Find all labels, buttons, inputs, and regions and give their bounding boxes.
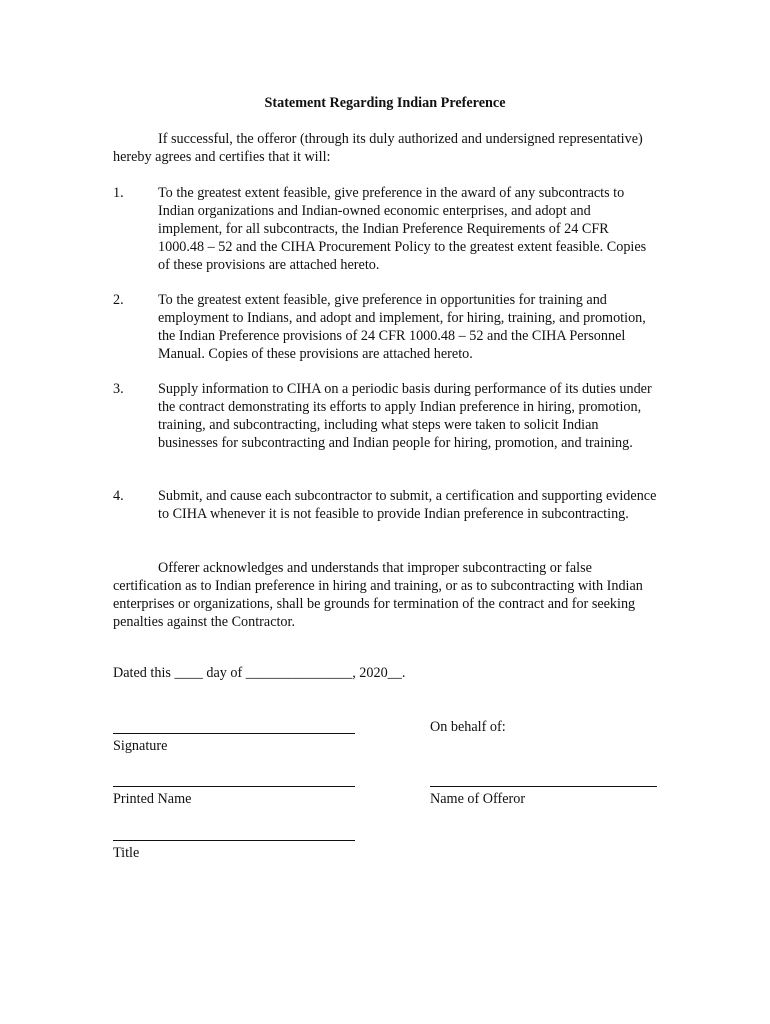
printed-name-line[interactable] bbox=[113, 786, 355, 787]
list-item-number: 3. bbox=[113, 381, 124, 397]
list-item-number: 2. bbox=[113, 292, 124, 308]
signature-line[interactable] bbox=[113, 733, 355, 734]
title-label: Title bbox=[113, 845, 140, 861]
on-behalf-label: On behalf of: bbox=[430, 719, 506, 735]
list-item-text: Supply information to CIHA on a periodic basis during performance of its duties under the contract demonstrating its efforts to apply Indian preference in hiring, promotion, training, and subcontracting, including what steps were taken to solicit Indian businesses for subcontracting and Indian people for hiring, promotion, and training. bbox=[158, 381, 652, 451]
closing-paragraph: Offerer acknowledges and understands that improper subcontracting or false certification as to Indian preference in hiring and training, or as to subcontracting with Indian enterprises or organizations, shall be grounds for termination of the contract and for seeking penalties against the Contractor. bbox=[113, 560, 643, 630]
list-item-text: Submit, and cause each subcontractor to submit, a certification and supporting evidence to CIHA whenever it is not feasible to provide Indian preference in subcontracting. bbox=[158, 488, 657, 522]
signature-label: Signature bbox=[113, 738, 168, 754]
list-item bbox=[113, 184, 658, 274]
intro-paragraph: If successful, the offeror (through its duly authorized and undersigned representative) hereby agrees and certifies that it will: bbox=[113, 131, 643, 165]
document-title: Statement Regarding Indian Preference bbox=[264, 95, 506, 111]
list-item-text: To the greatest extent feasible, give preference in the award of any subcontracts to Indian organizations and Indian-owned economic enterprises, and adopt and implement, for all subcontracts, the Indian Preference Requirements of 24 CFR 1000.48 – 52 and the CIHA Procurement Policy to the greatest extent feasible. Copies of these provisions are attached hereto. bbox=[158, 185, 647, 273]
name-of-offeror-label: Name of Offeror bbox=[430, 791, 526, 807]
title-line[interactable] bbox=[113, 840, 355, 841]
list-item bbox=[113, 291, 658, 363]
name-of-offeror-line[interactable] bbox=[430, 786, 657, 787]
printed-name-label: Printed Name bbox=[113, 791, 192, 807]
list-item-number: 4. bbox=[113, 488, 124, 504]
dated-line: Dated this ____ day of _______________, 2020__. bbox=[113, 665, 406, 681]
list-item bbox=[113, 487, 658, 523]
list-item-number: 1. bbox=[113, 185, 124, 201]
list-item bbox=[113, 380, 658, 452]
list-item-text: To the greatest extent feasible, give preference in opportunities for training and employment to Indians, and adopt and implement, for hiring, training, and promotion, the Indian Preference provisions of 24 CFR 1000.48 – 52 and the CIHA Personnel Manual. Copies of these provisions are attached hereto. bbox=[158, 292, 646, 362]
